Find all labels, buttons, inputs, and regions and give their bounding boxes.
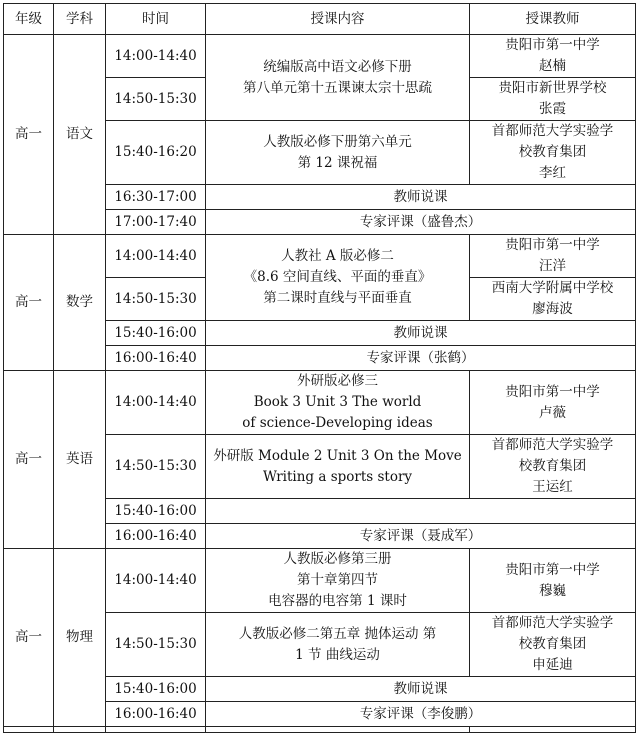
schedule-table <box>3 3 636 733</box>
content-line: 第八单元第十五课谏太宗十思疏 <box>243 79 432 96</box>
content-cell <box>206 613 470 677</box>
teacher-name: 廖海波 <box>532 301 573 317</box>
header-time: 时间 <box>106 4 206 35</box>
teacher-cell <box>470 549 636 613</box>
table-row <box>4 235 636 278</box>
subject-cell: 语文 <box>54 35 106 235</box>
grade-cell: 高一 <box>4 35 54 235</box>
teacher-name: 赵楠 <box>539 58 566 74</box>
teacher-name: 卢薇 <box>539 404 566 421</box>
teacher-school: 贵阳市新世界学校 <box>498 80 607 96</box>
content-cell <box>206 549 470 613</box>
time-cell: 16:00-16:40 <box>106 346 206 371</box>
teacher-name: 穆巍 <box>539 582 566 599</box>
span-cell <box>206 499 636 524</box>
content-line: 《8.6 空间直线、平面的垂直》 <box>243 269 432 285</box>
time-cell: 16:00-16:40 <box>106 524 206 549</box>
content-cell <box>206 235 470 321</box>
grade-cell: 高一 <box>4 371 54 549</box>
content-line: 外研版 Module 2 Unit 3 On the Move <box>213 447 462 464</box>
teacher-school: 校教育集团 <box>518 458 587 474</box>
content-line: 人教社 A 版必修二 <box>281 248 394 264</box>
time-cell: 14:50-15:30 <box>106 613 206 677</box>
time-cell: 17:00-17:40 <box>106 210 206 235</box>
subject-cell: 物理 <box>54 549 106 727</box>
time-cell: 14:50-15:30 <box>106 78 206 121</box>
teacher-cell <box>470 371 636 435</box>
teacher-school: 贵阳市第一中学 <box>505 561 600 578</box>
time-cell: 14:00-14:40 <box>106 235 206 278</box>
teacher-name: 李红 <box>539 165 566 181</box>
content-line: Writing a sports story <box>262 468 413 485</box>
time-cell: 14:00-14:40 <box>106 371 206 435</box>
teacher-cell <box>470 278 636 321</box>
content-cell <box>206 121 470 185</box>
content-line: 统编版高中语文必修下册 <box>263 58 412 75</box>
header-content: 授课内容 <box>206 4 470 35</box>
header-subject: 学科 <box>54 4 106 35</box>
teacher-school: 首都师范大学实验学 <box>491 615 614 631</box>
content-line: 人教版必修第三册 <box>283 551 392 567</box>
time-cell: 14:50-15:30 <box>106 435 206 499</box>
time-cell: 15:40-16:00 <box>106 321 206 346</box>
time-cell: 15:40-16:20 <box>106 121 206 185</box>
teacher-school: 校教育集团 <box>518 636 587 652</box>
time-cell: 15:40-16:00 <box>106 499 206 524</box>
teacher-name: 申延迪 <box>532 657 573 673</box>
content-line: 第 12 课祝福 <box>297 154 378 171</box>
cut-off-cell <box>106 727 206 733</box>
span-cell: 教师说课 <box>206 321 636 346</box>
time-cell: 16:00-16:40 <box>106 702 206 727</box>
content-line: 人教版必修下册第六单元 <box>263 133 412 150</box>
span-cell: 教师说课 <box>206 185 636 210</box>
content-line: 第二课时直线与平面垂直 <box>263 290 412 306</box>
teacher-school: 贵阳市第一中学 <box>505 383 600 400</box>
header-grade: 年级 <box>4 4 54 35</box>
teacher-school: 校教育集团 <box>518 144 587 160</box>
content-line: 外研版必修三 <box>297 373 378 389</box>
cut-off-cell <box>206 727 470 733</box>
content-line: of science-Developing ideas <box>242 415 433 431</box>
teacher-name: 王运红 <box>532 479 573 495</box>
span-cell: 专家评课（盛鲁杰） <box>206 210 636 235</box>
teacher-school: 西南大学附属中学校 <box>491 280 614 296</box>
teacher-cell <box>470 613 636 677</box>
time-cell: 16:30-17:00 <box>106 185 206 210</box>
cut-off-cell <box>470 727 636 733</box>
teacher-name: 张霞 <box>539 101 566 117</box>
teacher-cell <box>470 78 636 121</box>
time-cell: 14:00-14:40 <box>106 35 206 78</box>
subject-cell: 英语 <box>54 371 106 549</box>
content-line: 第十章第四节 <box>297 572 378 588</box>
table-row <box>4 371 636 435</box>
span-cell: 专家评课（李俊鹏） <box>206 702 636 727</box>
grade-cell: 高一 <box>4 235 54 371</box>
grade-cell: 高一 <box>4 549 54 727</box>
content-line: 电容器的电容第 1 课时 <box>268 593 407 609</box>
content-line: Book 3 Unit 3 The world <box>253 394 422 410</box>
content-cell <box>206 371 470 435</box>
teacher-cell <box>470 121 636 185</box>
span-cell: 专家评课（张鹤） <box>206 346 636 371</box>
time-cell: 15:40-16:00 <box>106 677 206 702</box>
teacher-name: 汪洋 <box>539 258 566 274</box>
teacher-cell <box>470 35 636 78</box>
teacher-cell <box>470 435 636 499</box>
teacher-school: 贵阳市第一中学 <box>505 37 600 53</box>
teacher-school: 首都师范大学实验学 <box>491 437 614 453</box>
teacher-school: 首都师范大学实验学 <box>491 123 614 139</box>
table-row <box>4 727 636 733</box>
header-teacher: 授课教师 <box>470 4 636 35</box>
content-line: 1 节 曲线运动 <box>295 646 380 663</box>
content-cell <box>206 435 470 499</box>
time-cell: 14:00-14:40 <box>106 549 206 613</box>
content-cell <box>206 35 470 121</box>
cut-off-cell <box>54 727 106 733</box>
table-row <box>4 549 636 613</box>
teacher-school: 贵阳市第一中学 <box>505 237 600 253</box>
time-cell: 14:50-15:30 <box>106 278 206 321</box>
teacher-cell <box>470 235 636 278</box>
subject-cell: 数学 <box>54 235 106 371</box>
header-row <box>4 4 636 35</box>
span-cell: 专家评课（聂成军） <box>206 524 636 549</box>
table-row <box>4 35 636 78</box>
content-line: 人教版必修二第五章 抛体运动 第 <box>238 625 437 642</box>
cut-off-cell <box>4 727 54 733</box>
span-cell: 教师说课 <box>206 677 636 702</box>
